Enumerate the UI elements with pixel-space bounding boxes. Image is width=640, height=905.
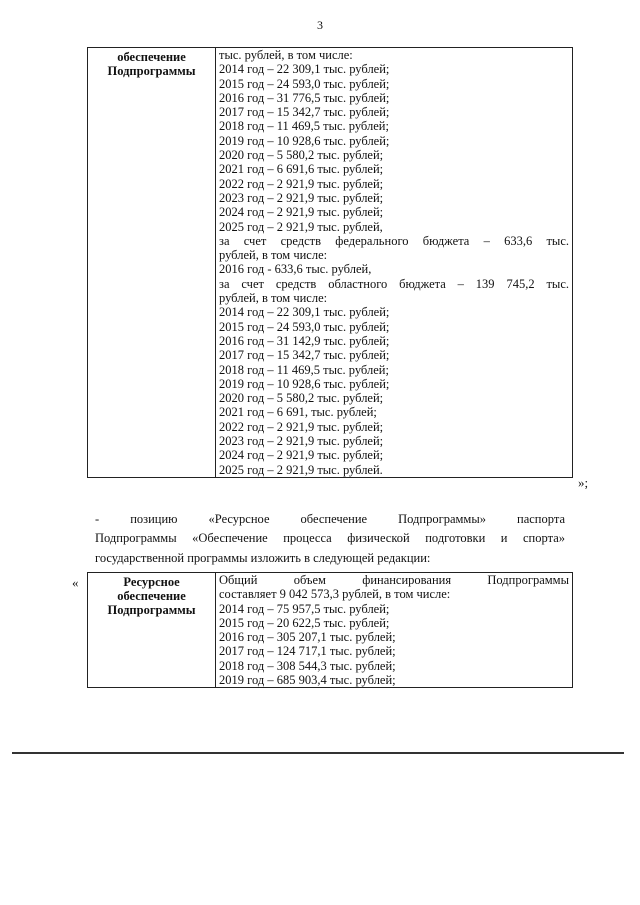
funding-line: тыс. рублей, в том числе: — [219, 48, 353, 62]
opening-quote: « — [72, 575, 79, 590]
label-line: Подпрограммы — [107, 64, 196, 78]
page-number: 3 — [317, 18, 323, 32]
label-line: обеспечение — [117, 50, 186, 64]
year-line: 2024 год – 2 921,9 тыс. рублей; — [219, 205, 384, 220]
table1-label-cell — [88, 48, 216, 478]
regional-year-line: 2019 год – 10 928,6 тыс. рублей; — [219, 376, 390, 391]
year-line: 2017 год – 15 342,7 тыс. рублей; — [219, 105, 390, 120]
regional-year-line: 2022 год – 2 921,9 тыс. рублей; — [219, 419, 384, 434]
regional-budget-line: за счет средств областного бюджета – 139 745,2 тыс. — [219, 276, 569, 291]
year-line: 2018 год – 11 469,5 тыс. рублей; — [219, 119, 389, 134]
regional-year-line: 2018 год – 11 469,5 тыс. рублей; — [219, 362, 389, 377]
regional-year-line: 2023 год – 2 921,9 тыс. рублей; — [219, 434, 384, 449]
regional-budget-line: рублей, в том числе: — [219, 291, 328, 306]
closing-quote: »; — [578, 475, 589, 490]
year-line: 2015 год – 24 593,0 тыс. рублей; — [219, 76, 390, 91]
table1-content-cell — [216, 48, 573, 478]
year-line: 2023 год – 2 921,9 тыс. рублей; — [219, 190, 384, 205]
regional-year-line: 2020 год – 5 580,2 тыс. рублей; — [219, 391, 384, 406]
footer-divider — [12, 752, 624, 754]
regional-year-line: 2016 год – 31 142,9 тыс. рублей; — [219, 333, 390, 348]
federal-year-line: 2016 год - 633,6 тыс. рублей, — [219, 262, 372, 277]
year-line: 2018 год – 308 544,3 тыс. рублей; — [219, 658, 396, 673]
resource-table-new — [87, 572, 573, 688]
year-line: 2020 год – 5 580,2 тыс. рублей; — [219, 148, 384, 163]
total-funding-line: Общий объем финансирования Подпрограммы — [219, 573, 569, 587]
table2-label-cell — [88, 573, 216, 688]
amendment-paragraph-line: - позицию «Ресурсное обеспечение Подпрограммы» паспорта — [95, 512, 565, 526]
label-line: обеспечение — [117, 589, 186, 603]
federal-budget-line: рублей, в том числе: — [219, 248, 328, 263]
regional-year-line: 2025 год – 2 921,9 тыс. рублей. — [219, 462, 383, 477]
year-line: 2015 год – 20 622,5 тыс. рублей; — [219, 615, 390, 630]
year-line: 2017 год – 124 717,1 тыс. рублей; — [219, 644, 396, 659]
year-line: 2019 год – 10 928,6 тыс. рублей; — [219, 133, 390, 148]
amendment-paragraph-line: государственной программы изложить в следующей редакции: — [95, 551, 431, 565]
federal-budget-line: за счет средств федерального бюджета – 633,6 тыс. — [219, 233, 569, 248]
label-line: Ресурсное — [123, 575, 180, 589]
regional-year-line: 2021 год – 6 691, тыс. рублей; — [219, 405, 377, 420]
year-line: 2014 год – 22 309,1 тыс. рублей; — [219, 62, 390, 77]
regional-year-line: 2017 год – 15 342,7 тыс. рублей; — [219, 348, 390, 363]
total-funding-line: составляет 9 042 573,3 рублей, в том числе: — [219, 587, 451, 602]
year-line: 2021 год – 6 691,6 тыс. рублей; — [219, 162, 384, 177]
resource-table-continued — [87, 47, 573, 478]
year-line: 2014 год – 75 957,5 тыс. рублей; — [219, 601, 390, 616]
year-line: 2016 год – 31 776,5 тыс. рублей; — [219, 90, 390, 105]
regional-year-line: 2014 год – 22 309,1 тыс. рублей; — [219, 305, 390, 320]
label-line: Подпрограммы — [107, 603, 196, 617]
year-line: 2016 год – 305 207,1 тыс. рублей; — [219, 630, 396, 645]
regional-year-line: 2015 год – 24 593,0 тыс. рублей; — [219, 319, 390, 334]
year-line: 2025 год – 2 921,9 тыс. рублей, — [219, 219, 383, 234]
amendment-paragraph-line: Подпрограммы «Обеспечение процесса физической подготовки и спорта» — [95, 531, 565, 545]
year-line: 2022 год – 2 921,9 тыс. рублей; — [219, 176, 384, 191]
year-line: 2019 год – 685 903,4 тыс. рублей; — [219, 673, 396, 688]
table2-content-cell — [216, 573, 573, 688]
regional-year-line: 2024 год – 2 921,9 тыс. рублей; — [219, 448, 384, 463]
